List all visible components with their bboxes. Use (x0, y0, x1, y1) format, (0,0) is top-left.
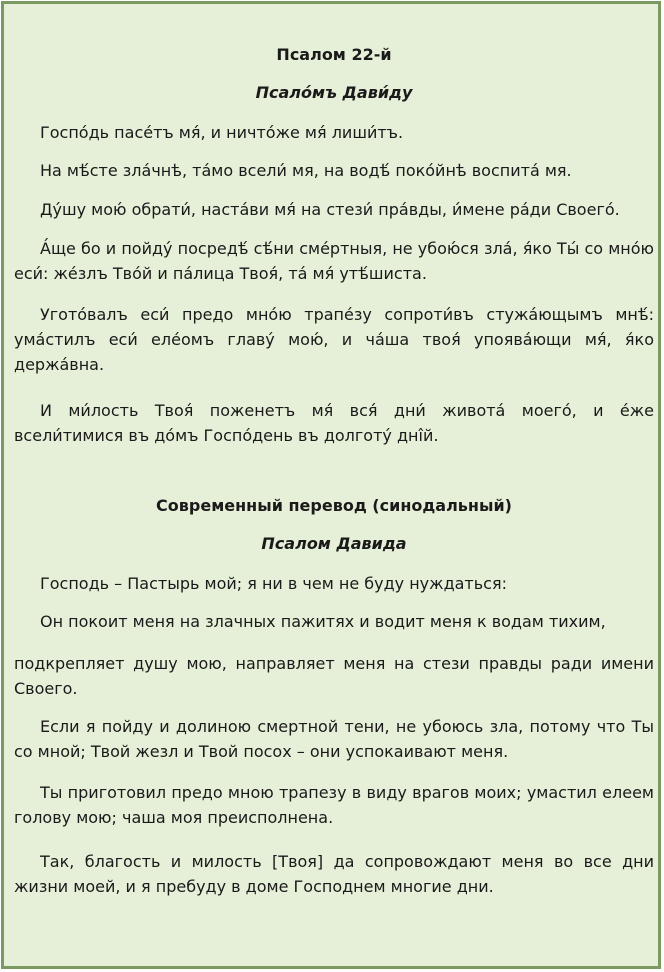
synodal-verse-2: Он покоит меня на злачных пажитях и водит меня к водам тихим, (40, 612, 606, 631)
synodal-verse-1: Господь – Пастырь мой; я ни в чем не буду нуждаться: (40, 574, 507, 593)
synodal-verse-3: подкрепляет душу мою, направляет меня на стези правды ради имени Своего. (14, 654, 654, 698)
slavonic-verse-3: Ду́шу мою́ обрати́, наста́ви мя́ на стези́ пра́вды, и́мене ра́ди Своего́. (40, 200, 620, 219)
slavonic-verse-1: Госпо́дь пасе́тъ мя́, и ничто́же мя́ лиши́тъ. (40, 123, 404, 142)
slavonic-subtitle: Псало́мъ Дави́ду (255, 83, 413, 102)
synodal-verse-4: Если я пойду и долиною смертной тени, не убоюсь зла, потому что Ты со мной; Твой жезл и Твой посох – они успокаивают меня. (14, 717, 654, 761)
slavonic-verse-6: И ми́лость Твоя́ поженетъ мя́ вся́ дни́ живота́ моего́, и е́же всели́тимися въ до́мъ Госпо́день въ долготу́ днı̂й. (14, 401, 654, 445)
text-panel (1, 1, 661, 969)
slavonic-verse-4: А́ще бо и пойду́ посредѣ́ сѣ́ни сме́ртныя, не убою́ся зла́, я́ко Ты́ со мно́ю еси́: же́злъ Тво́й и па́лица Твоя́, та́ мя́ утѣ́шиста. (14, 239, 654, 283)
synodal-title: Современный перевод (синодальный) (156, 496, 512, 515)
slavonic-verse-5: Угото́валъ еси́ предо мно́ю трапе́зу сопроти́въ стужа́ющымъ мнѣ́: ума́стилъ еси́ еле́омъ главу́ мою́, и ча́ша твоя́ упоява́ющи мя́, я́ко держа́вна. (14, 305, 654, 374)
synodal-subtitle: Псалом Давида (261, 534, 407, 553)
slavonic-verse-2: На мѣ́сте зла́чнѣ, та́мо всели́ мя, на водѣ́ поко́йнѣ воспита́ мя. (40, 161, 572, 180)
synodal-verse-5: Ты приготовил предо мною трапезу в виду врагов моих; умастил елеем голову мою; чаша моя преисполнена. (14, 783, 654, 827)
synodal-verse-6: Так, благость и милость [Твоя] да сопровождают меня во все дни жизни моей, и я пребуду в доме Господнем многие дни. (14, 852, 654, 896)
slavonic-title: Псалом 22-й (276, 45, 392, 64)
